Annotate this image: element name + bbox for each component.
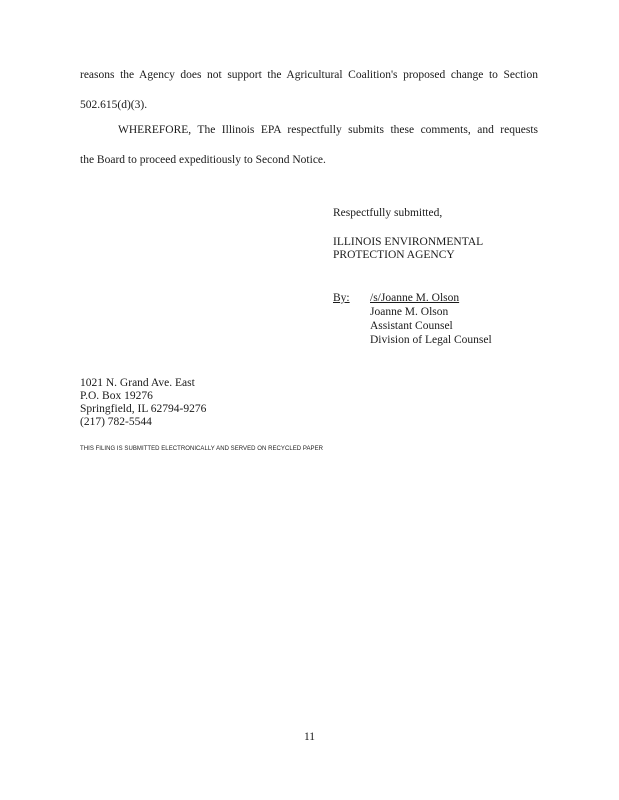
body-text-line: 502.615(d)(3). <box>80 99 148 111</box>
signer-title: Assistant Counsel <box>370 320 453 332</box>
by-label: By: <box>333 292 350 304</box>
wherefore-paragraph: WHEREFORE, The Illinois EPA respectfully submits these comments, and requests <box>118 124 538 136</box>
agency-name-line-2: PROTECTION AGENCY <box>333 249 455 261</box>
agency-name-line-1: ILLINOIS ENVIRONMENTAL <box>333 236 484 248</box>
filing-note: THIS FILING IS SUBMITTED ELECTRONICALLY AND SERVED ON RECYCLED PAPER <box>80 446 324 452</box>
body-text-line: the Board to proceed expeditiously to Second Notice. <box>80 154 326 166</box>
signer-division: Division of Legal Counsel <box>370 334 492 346</box>
signature-line <box>333 292 478 305</box>
address-city: Springfield, IL 62794-9276 <box>80 403 207 415</box>
closing-salutation: Respectfully submitted, <box>333 207 443 219</box>
signer-name: Joanne M. Olson <box>370 306 449 318</box>
address-phone: (217) 782-5544 <box>80 416 152 428</box>
electronic-signature: /s/Joanne M. Olson <box>370 292 460 304</box>
address-street: 1021 N. Grand Ave. East <box>80 377 195 389</box>
body-text-line: reasons the Agency does not support the Agricultural Coalition's proposed change to Section <box>80 69 538 81</box>
page-number: 11 <box>303 731 316 743</box>
address-po-box: P.O. Box 19276 <box>80 390 153 402</box>
